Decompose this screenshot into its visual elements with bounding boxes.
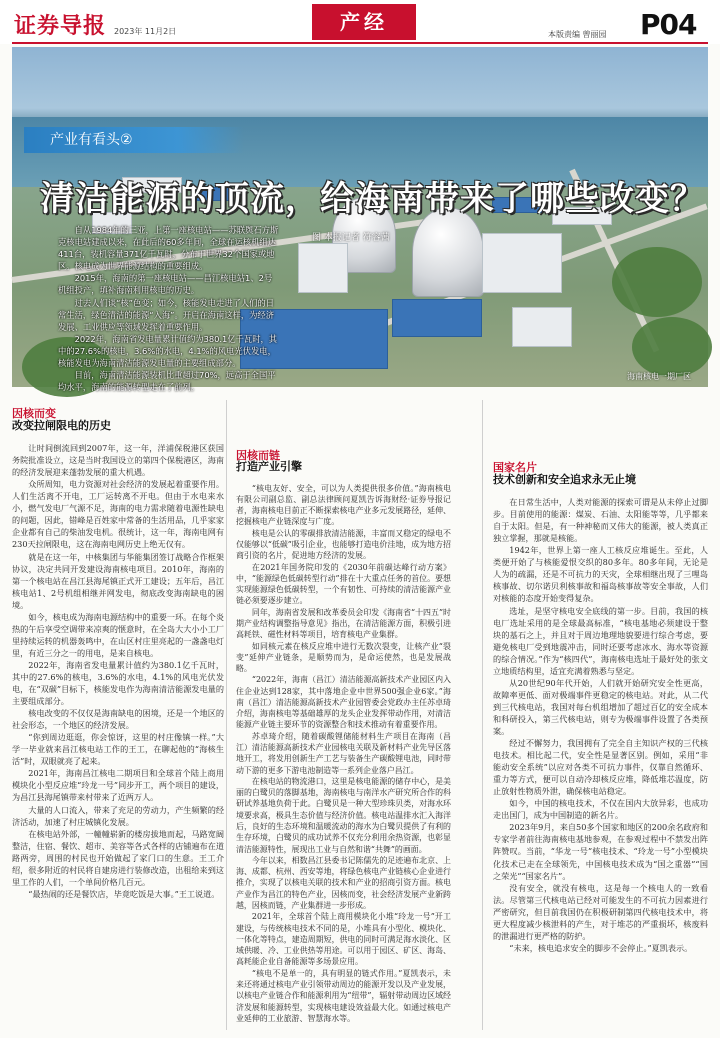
intro-paragraph: 过去人们谈“核”色变；如今，核能发电走进了人们的日常生活，绿色清洁的能源“入海”。开启在海南这样，为经济发展、工业供应等领域发挥着重要作用。 (58, 297, 275, 332)
article-column-3 (493, 462, 708, 954)
body-paragraph: “未来，核电追求安全的脚步不会停止。”夏凯表示。 (509, 942, 693, 953)
body-paragraph: 在2021年国务院印发的《2030年前碳达峰行动方案》中，“能源绿色低碳转型行动”排在十大重点任务的首位。要想实现能源绿色低碳转型，一个有韧性、可持续的清洁能源产业链必须要逐步建立。 (236, 562, 451, 606)
body-paragraph: 核电改变的不仅仅是海南缺电的困境，还是一个地区的社会形态，一个地区的经济发展。 (12, 708, 224, 731)
column-divider (482, 400, 483, 1030)
photo-building (512, 307, 572, 347)
body-paragraph: 苏卓琦介绍，随着碳酸锂储能材料生产项目在海南（昌江）清洁能源高新技术产业园核电关联及新材料产业先导区落地开工，将发用创新生产工艺与装备生产碳酸锂电池，同时带动下游的更多下游电池制造等一系列企业落户昌江。 (236, 731, 451, 775)
newspaper-title: 证券导报 (14, 14, 107, 39)
column-subhead: 改变拉闸限电的历史 (12, 419, 111, 433)
editor-credit: 本版责编 曾丽园 (548, 30, 607, 39)
body-paragraph: 核电是公认的零碳排放清洁能源，丰富而又稳定的绿电不仅能够以“低碳”吸引企业，也能够打造电价洼地，成为地方招商引资的名片，促进地方经济的发展。 (236, 528, 451, 561)
body-paragraph: 如同核元素在核反应堆中进行无数次裂变，让核产业“裂变”延伸产业链条，是顺势而为，是命运使然，也是发展战略。 (236, 641, 451, 674)
article-column-2 (236, 450, 451, 1024)
body-paragraph: 选址，是坚守核电安全底线的第一步。目前，我国的核电厂选址采用的是全球最高标准，“核电基地必须建设于整块的基石之上，并且对于周边地理地貌要进行综合考虑，要避免核电厂受到地震冲击，同时还要考虑冰水、海水等资源的综合情况。”作为“核四代”，海南核电选址于最好处的张文立地质结构里，适宜充满着熟悉与坚定。 (493, 605, 708, 676)
body-paragraph: 没有安全，就没有核电，这是每一个核电人的一致看法。尽管第三代核电站已经对可能发生的不可抗力因素进行严密研究，但目前我国仍在积极研制第四代核电技术中，将更大程度减少核泄料的产生，对于堆芯的严重损坏，核废料的泄漏进行更严格的防护。 (493, 882, 708, 941)
column-divider (226, 400, 227, 1030)
intro-text (58, 224, 280, 393)
photo-trees (632, 317, 712, 377)
page-headline: 清洁能源的顶流，给海南带来了哪些改变？ (40, 179, 705, 219)
turbine-hall (392, 299, 482, 337)
issue-date: 2023年 11月2日 (114, 27, 177, 36)
body-paragraph: 从20世纪90年代开始，人们就开始研究安全性更高，故障率更低、面对极端事件更稳定的核电站。对此，从二代到三代核电站，我国对每台机组增加了超过百亿的安全成本和科研投入，第三代核电站，则专为极端事件设置了各类预案。 (493, 677, 708, 736)
article-column-1 (12, 408, 224, 900)
intro-paragraph: 目前，海南清洁能源装机比重超过70%，远高于全国平均水平，海南的能源转型走在了前列。 (58, 370, 276, 393)
column-subhead: 技术创新和安全追求永无止境 (493, 473, 636, 487)
intro-paragraph: 自从1984年的三亚，上第一座核电站——苏联舆石方斯克核电站建成以来，在此后的60多年间，全球在运核机组达411台，装机容量371亿千瓦时，分布于世界32个国家或地区。核电成为世界能源结构的重要组成。 (58, 225, 279, 272)
body-paragraph: 2021年，海南昌江核电二期项目和全球首个陆上商用模块化小型反应堆“玲龙一号”同步开工，两个项目的建设，为昌江县海尾镇带来村带来了近两万人。 (12, 768, 224, 803)
body-paragraph: “核电不是单一的，具有明显的链式作用。”夏凯表示，未来还将通过核电产业引领带动周边的能源开发以及产业发展，以核电产业链合作和能源利用为“纽带”，辐射带动周边区域经济发展和能源转型，实现核电建设效益最大化。如通过核电产业延伸的工业旅游、智慧海水等。 (236, 968, 451, 1023)
body-paragraph: “2022年，海南（昌江）清洁能源高新技术产业园区内入住企业达到128家，其中落地企业中世界500强企业6家。”海南（昌江）清洁能源高新技术产业园管委会党政办主任苏卓琦介绍，海南核电等基础雄厚的龙头企业发挥带动作用，对清洁能源产业链主要环节的资源整合和技术推动有着重要作用。 (236, 675, 451, 730)
body-paragraph: 大量的人口流入，带来了充足的劳动力，产生频繁的经济活动，加速了村庄城镇化发展。 (12, 804, 224, 827)
masthead (0, 0, 720, 44)
body-paragraph: 2023年9月，来自50多个国家和地区的200余名政府和专家学者前往海南核电基地参观，在参观过程中不禁发出阵阵赞叹。当前，“华龙一号”核电技术、“玲龙一号”小型模块化技术已走在全球领先，中国核电技术成为“国之重器”“国之荣光”“国家名片”。 (493, 822, 708, 881)
column-kicker: 因核而链 (236, 449, 280, 462)
intro-paragraph: 2015年，海南的第一座核电站——昌江核电站1、2号机组投产，填补海南利用核电的历史。 (58, 273, 273, 296)
page-number: P04 (640, 8, 697, 41)
body-paragraph: 众所周知，电力资源对社会经济的发展起着重要作用。人们生活离不开电，工厂运转离不开电。但由于水电来水小，燃气发电厂气源不足，海南的电力需求随着电源性缺电的问题，因此，错峰是百姓家中常备的生活用品，几乎家家企业都有自己的柴油发电机。很统计，这一年，海南电网有230天拉闸限电，这在海南电网历史上绝无仅有。 (12, 479, 224, 550)
reactor-dome (412, 207, 484, 297)
series-tag: 产业有看头② (24, 127, 244, 153)
body-paragraph: 在日常生活中，人类对能源的探索可谓是从未停止过脚步。目前使用的能源：煤炭、石油、太阳能等等，几乎都来自于太阳。但是，有一种神秘而又伟大的能源，被人类真正独立掌握，那就是核能。 (493, 497, 708, 544)
body-paragraph: 2022年，海南省发电量累计值约为380.1亿千瓦时，其中的27.6%的核电，3.6%的水电，4.1%的风电光伏发电，在“双碳”目标下，核能发电作为海南清洁能源发电量的主要组成部分。 (12, 659, 224, 707)
photo-building (298, 243, 348, 293)
body-paragraph: 就是在这一年，中核集团与华能集团签订战略合作框架协议，决定共同开发建设海南核电项目。2010年，海南的第一个核电站在昌江县海尾镇正式开工建设；五年后，昌江核电站1、2号机组相继并网发电，彻底改变海南缺电的困境。 (12, 551, 224, 610)
body-paragraph: 如今，核电成为海南电源结构中的重要一环。在每个炎热的午后享受空调带来凉爽的惬意时，在全岛大大小小工厂里持续运转的机器轰鸣中，在山区村庄里亮起的一盏盏电灯里，有近三分之一的用电，是来自核电。 (12, 611, 224, 658)
hero-photo (12, 47, 708, 393)
body-paragraph: “核电友好、安全，可以为人类提供很多价值。”海南核电有限公司副总监、副总法律顾问夏凯告诉海财经·证券导报记者，海南核电目前正不断探索核电产业多元发展路径，延伸、挖掘核电产业链深度与广度。 (236, 483, 451, 527)
body-paragraph: “最热闹的还是餐饮店，毕竟吃饭是大事。”王工说道。 (28, 888, 220, 899)
body-paragraph: “你到周边逛逛，你会惊讶，这里的村庄像镇一样。”大学一毕业就来昌江核电站工作的王工，在聊起他的“海核生活”时，双眼就亮了起来。 (12, 732, 224, 767)
section-label: 产经 (312, 4, 416, 40)
body-paragraph: 让时间倒流回到2007年，这一年，洋浦保税港区获国务院批准设立，这是当时我国设立的第四个保税港区，海南的经济发展迎来蓬勃发展的重大机遇。 (12, 443, 224, 478)
column-kicker: 因核而变 (12, 407, 56, 420)
photo-building (482, 233, 562, 293)
body-paragraph: 经过不懈努力，我国拥有了完全自主知识产权的三代核电技术。相比起二代，安全性是显著区别。例如，采用“非能动安全系统”以应对各类不可抗力事件，仅靠自然循环、重力等方式，便可以自动冷却核反应堆，降低堆芯温度，防止放射性物质外泄，确保核电站稳定。 (493, 738, 708, 797)
photo-caption: 海南核电一期厂区 (627, 372, 691, 381)
photo-credit: 图 本报记者 符容茜 (312, 233, 390, 243)
body-paragraph: 今年以来，相数昌江县委书记陈儒先的足迹遍布北京、上海、成都、杭州、西安等地，将绿色核电产业链核心企业进行推介，实现了以核电关联的技术和产业的招商引资方面。核电产业作为昌江的特色产业，因核而变，社会经济发展产业新跨越，因核而链，产业集群进一步形成。 (236, 855, 451, 910)
body-paragraph: 1942年，世界上第一座人工核反应堆诞生。至此，人类便开始了与核能爱恨交织的80多年。80多年间，无论是人为的疏漏，还是不可抗力的天灾，全球相继出现了三哩岛核事故、切尔诺贝利核事故和福岛核事故等安全事故，人们对核能的态度开始变得复杂。 (493, 545, 708, 604)
column-subhead: 打造产业引擎 (236, 460, 302, 474)
masthead-rule (12, 42, 708, 44)
body-paragraph: 在核电站的物流港口，这里是核电能源的储存中心，是美丽的白鹭贝的落脚基地，海南核电与南洋水产研究所合作的科研试养基地负荷于此。白鹭贝是一种大型珍珠贝类，对海水环境要求高，极具生态价值与经济价值。核电站温排水汇入海洋后，良好的生态环境和温暖流动的海水为白鹭贝提供了有利的生存环境，白鹭贝的成功试养不仅充分利用余热资源，也彰显清洁能源特性，展现出工业与自然和谐“共舞”的画面。 (236, 776, 451, 854)
column-body (236, 483, 451, 1025)
column-body (493, 496, 708, 954)
body-paragraph: 2021年，全球首个陆上商用模块化小堆“玲龙一号”开工建设，与传统核电技术不同的是，小堆具有小型化、模块化、一体化等特点，建造周期短，供电的同时可满足海水淡化、区域供暖、冷、工业供热等用途。可以用于园区、矿区、海岛、高耗能企业自备能源等多场景应用。 (236, 912, 451, 967)
column-kicker: 国家名片 (493, 461, 537, 474)
intro-paragraph: 2022年，海南省发电量累计值约为380.1亿千瓦时，其中的27.6%的核电，3.6%的水电，4.1%的风电光伏发电，核能发电为海南清洁能源发电量的主要组成部分。 (58, 333, 278, 369)
body-paragraph: 如今，中国的核电技术，不仅在国内大放异彩，也成功走出国门，成为中国制造的新名片。 (493, 798, 708, 821)
photo-trees (612, 247, 702, 317)
column-body (12, 442, 224, 900)
body-paragraph: 同年，海南省发展和改革委员会印发《海南省“十四五”时期产业结构调整指导意见》指出，在清洁能源方面，积极引进高耗铁、磁性材料等项目，培育核电产业集群。 (236, 607, 451, 640)
body-paragraph: 在核电站外部，一幢幢崭新的楼房拔地而起，马路宽阔整洁，住宿、餐饮、超市、美容等各式各样的店铺遍布在道路两旁，周围的村民也开始做起了家门口的生意。王工介绍，很多附近的村民将自建房进行装修改造，出租给来到这里工作的人们，一个单间价格几百元。 (12, 828, 224, 887)
